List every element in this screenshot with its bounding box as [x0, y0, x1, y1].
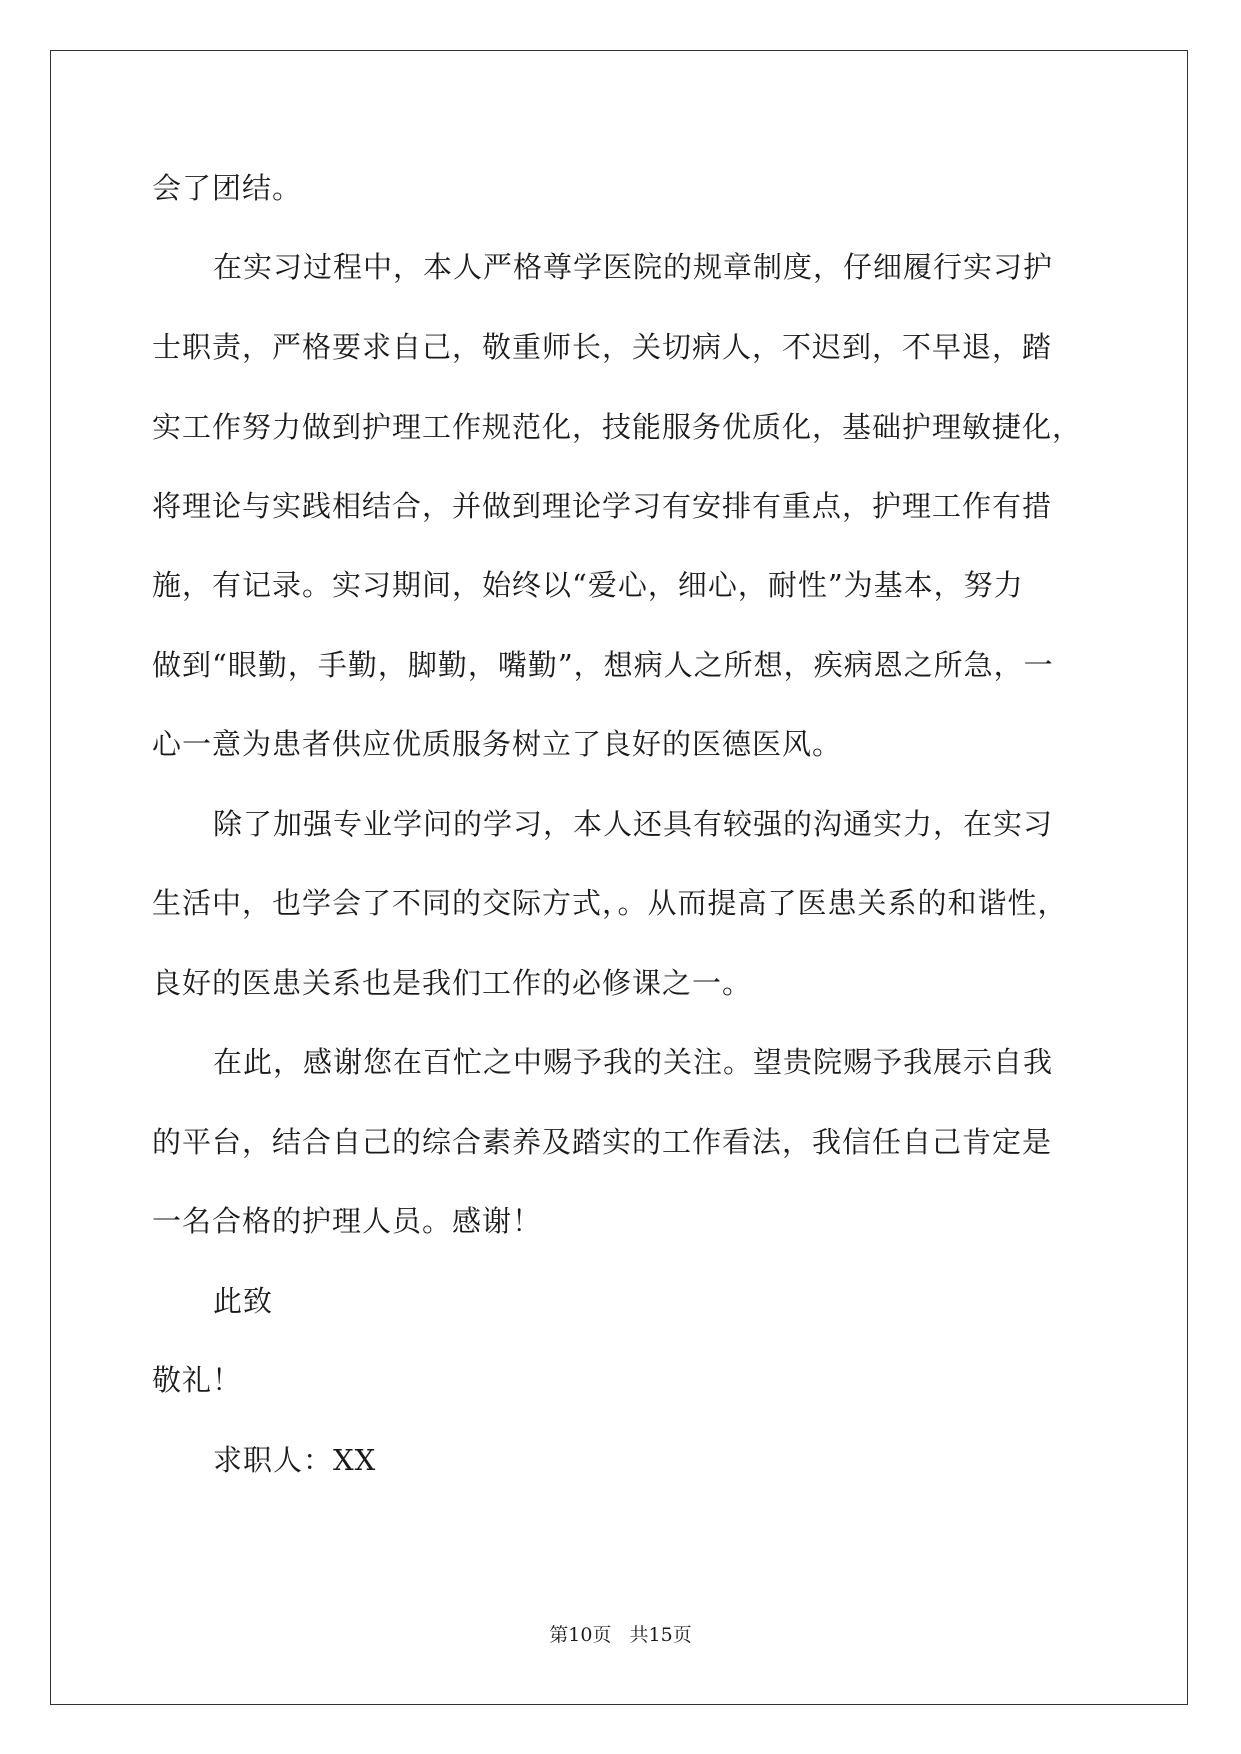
body-line: 良好的医患关系也是我们工作的必修课之一。 — [152, 966, 753, 1000]
body-line: 心一意为患者供应优质服务树立了良好的医德医风。 — [152, 727, 843, 761]
body-line: 士职责，严格要求自己，敬重师长，关切病人，不迟到，不早退，踏 — [152, 330, 1053, 364]
body-line: 将理论与实践相结合，并做到理论学习有安排有重点，护理工作有措 — [152, 489, 1053, 523]
body-line: 会了团结。 — [152, 171, 303, 205]
body-line: 生活中，也学会了不同的交际方式，。从而提高了医患关系的和谐性， — [152, 886, 1068, 920]
body-line: 做到“眼勤，手勤，脚勤，嘴勤”，想病人之所想，疾病恩之所急，一 — [152, 648, 1054, 682]
applicant-signature: 求职人：XX — [213, 1443, 377, 1477]
body-line: 在此，感谢您在百忙之中赐予我的关注。望贵院赐予我展示自我 — [213, 1045, 1054, 1079]
closing-salutation: 此致 — [213, 1284, 274, 1318]
page-number-footer: 第10页 共15页 — [549, 1624, 692, 1646]
body-line: 施，有记录。实习期间，始终以“爱心，细心，耐性”为基本，努力 — [152, 568, 1024, 602]
body-line: 在实习过程中，本人严格尊学医院的规章制度，仔细履行实习护 — [213, 250, 1054, 284]
body-line: 一名合格的护理人员。感谢！ — [152, 1204, 543, 1238]
body-line: 实工作努力做到护理工作规范化，技能服务优质化，基础护理敏捷化， — [152, 410, 1083, 444]
closing-regards: 敬礼！ — [152, 1363, 243, 1397]
body-line: 除了加强专业学问的学习，本人还具有较强的沟通实力，在实习 — [213, 807, 1054, 841]
body-line: 的平台，结合自己的综合素养及踏实的工作看法，我信任自己肯定是 — [152, 1125, 1053, 1159]
